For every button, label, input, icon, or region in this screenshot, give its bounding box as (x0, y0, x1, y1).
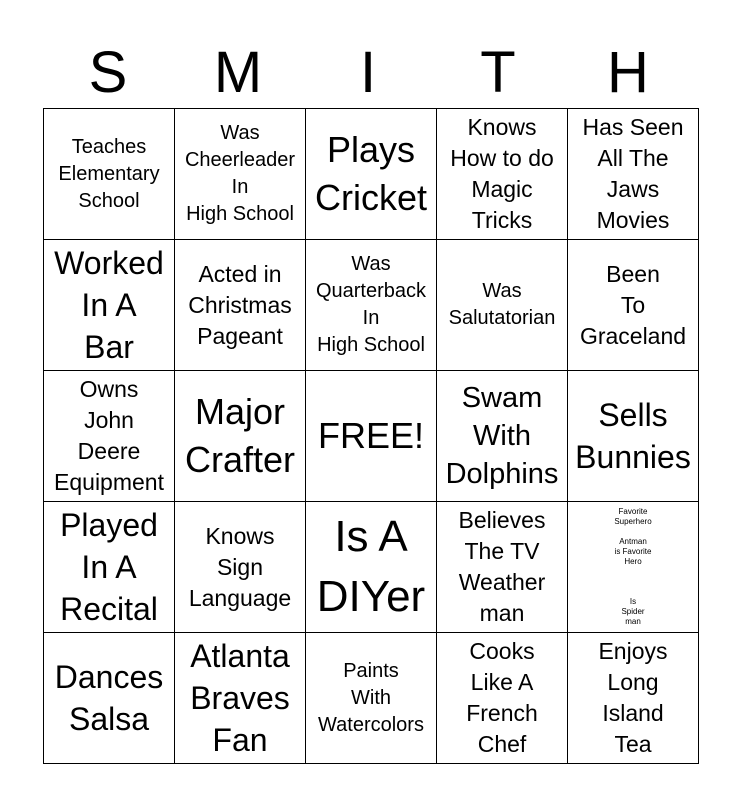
header-letter-5: H (607, 40, 649, 105)
header-letter-1: S (88, 40, 128, 105)
cell-text: Played In A Recital (60, 507, 158, 627)
bingo-cell[interactable] (437, 502, 568, 633)
free-space-text: FREE! (317, 415, 424, 456)
cell-text: Sells Bunnies (575, 397, 691, 475)
bingo-cell[interactable] (568, 109, 699, 240)
free-space-cell[interactable] (306, 371, 437, 502)
cell-text: Is A DIYer (316, 512, 426, 621)
bingo-cell[interactable] (437, 633, 568, 764)
bingo-cell[interactable] (437, 109, 568, 240)
cell-text: Atlanta Braves Fan (190, 638, 290, 758)
bingo-cell[interactable] (175, 633, 306, 764)
bingo-cell[interactable] (437, 240, 568, 371)
cell-text: Has Seen All The Jaws Movies (582, 114, 684, 233)
cell-text: Acted in Christmas Pageant (188, 260, 292, 349)
bingo-cell[interactable] (568, 371, 699, 502)
header-letter-4: T (480, 40, 516, 105)
cell-text: Believes The TV Weather man (458, 507, 546, 626)
bingo-cell[interactable] (175, 371, 306, 502)
board-row (44, 371, 699, 502)
cell-text: Was Quarterback In High School (315, 253, 427, 356)
board-row (44, 109, 699, 240)
bingo-board (43, 108, 699, 764)
cell-text: Dances Salsa (54, 659, 164, 737)
cell-text: Favorite Superhero Antman is Favorite Hero Is Spider man (614, 507, 652, 626)
cell-text: Paints With Watercolors (318, 659, 424, 736)
header-letter-2: M (213, 40, 263, 105)
bingo-cell[interactable] (437, 371, 568, 502)
bingo-cell[interactable] (175, 240, 306, 371)
cell-text: Knows How to do Magic Tricks (450, 114, 554, 233)
cell-text: Teaches Elementary School (58, 135, 160, 212)
bingo-cell[interactable] (44, 109, 175, 240)
bingo-cell[interactable] (44, 240, 175, 371)
cell-text: Major Crafter (184, 391, 296, 480)
cell-text: Knows Sign Language (188, 522, 292, 611)
cell-text: Was Salutatorian (448, 280, 556, 329)
cell-text: Swam With Dolphins (445, 382, 559, 490)
bingo-cell[interactable] (44, 633, 175, 764)
cell-text: Been To Graceland (579, 260, 687, 349)
cell-text: Was Cheerleader In High School (184, 122, 296, 225)
bingo-cell[interactable] (306, 109, 437, 240)
bingo-cell[interactable] (568, 633, 699, 764)
cell-text: Plays Cricket (314, 129, 427, 218)
bingo-header (43, 42, 693, 104)
bingo-cell[interactable] (175, 109, 306, 240)
cell-text: Enjoys Long Island Tea (598, 638, 668, 757)
bingo-cell[interactable] (306, 240, 437, 371)
board-row (44, 502, 699, 633)
bingo-cell[interactable] (175, 502, 306, 633)
header-letter-3: I (359, 40, 377, 105)
bingo-cell[interactable] (44, 371, 175, 502)
bingo-cell[interactable] (568, 502, 699, 633)
cell-text: Worked In A Bar (54, 245, 164, 365)
board-row (44, 633, 699, 764)
board-row (44, 240, 699, 371)
cell-text: Owns John Deere Equipment (54, 376, 164, 495)
bingo-cell[interactable] (306, 633, 437, 764)
bingo-cell[interactable] (306, 502, 437, 633)
bingo-cell[interactable] (44, 502, 175, 633)
bingo-cell[interactable] (568, 240, 699, 371)
cell-text: Cooks Like A French Chef (466, 638, 538, 757)
